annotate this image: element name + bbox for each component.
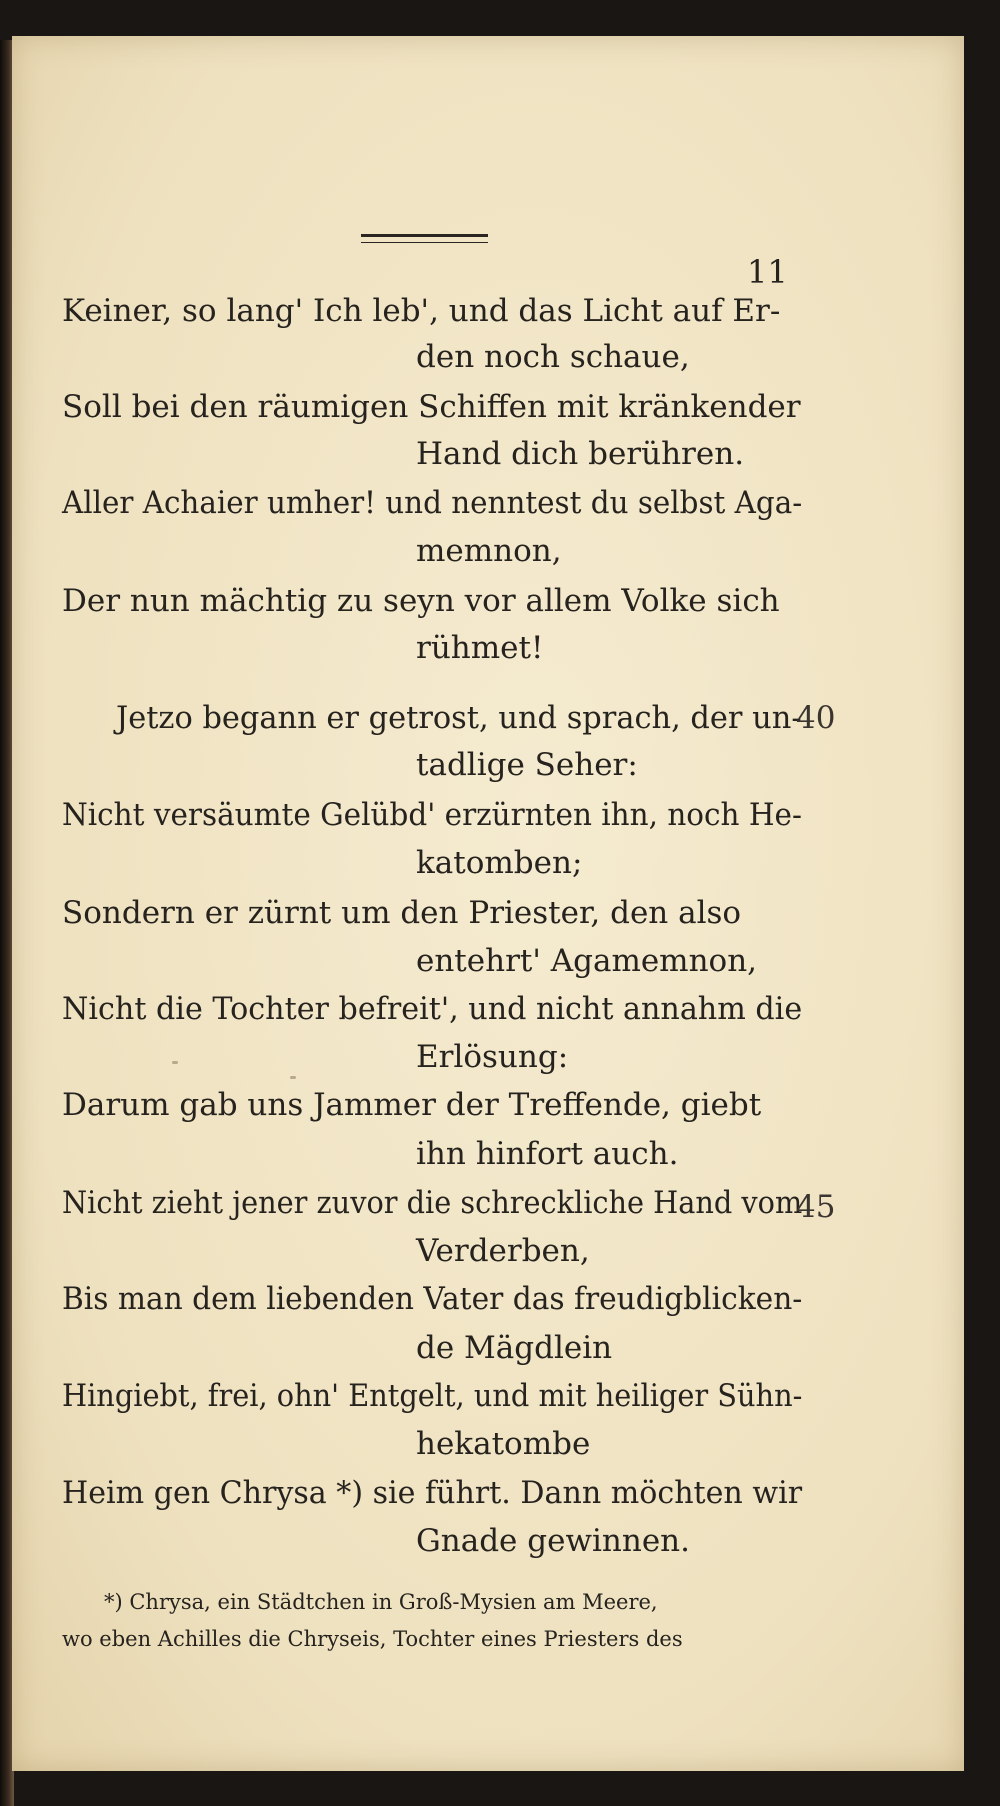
verse-line: entehrt' Agamemnon, [416, 943, 758, 979]
paper-speck [172, 1061, 178, 1064]
verse-line: Aller Achaier umher! und nenntest du selbst Aga- [62, 485, 803, 521]
verse-line: Keiner, so lang' Ich leb', und das Licht auf Er- [62, 293, 781, 329]
verse-line: Verderben, [416, 1233, 590, 1269]
verse-line: Darum gab uns Jammer der Treffende, giebt [62, 1087, 762, 1123]
verse-line: Heim gen Chrysa *) sie führt. Dann möchten wir [62, 1475, 803, 1511]
verse-line: Soll bei den räumigen Schiffen mit kränkender [62, 389, 801, 425]
verse-line: Der nun mächtig zu seyn vor allem Volke sich [62, 583, 780, 619]
footnote-line: *) Chrysa, ein Städtchen in Groß-Mysien am Meere, [104, 1590, 658, 1614]
verse-line: Nicht die Tochter befreit', und nicht annahm die [62, 991, 803, 1027]
verse-line: de Mägdlein [416, 1330, 613, 1366]
verse-line: hekatombe [416, 1426, 591, 1462]
verse-line: rühmet! [416, 630, 544, 666]
line-number-40: 40 [796, 700, 836, 736]
verse-line: Nicht versäumte Gelübd' erzürnten ihn, noch He- [62, 797, 802, 833]
verse-line: Bis man dem liebenden Vater das freudigblicken- [62, 1281, 803, 1317]
page-number: 11 [747, 253, 788, 291]
verse-line: den noch schaue, [416, 339, 690, 375]
verse-line: katomben; [416, 845, 583, 881]
verse-line: memnon, [416, 533, 562, 569]
verse-line: Nicht zieht jener zuvor die schreckliche Hand vom [62, 1185, 803, 1221]
verse-line: Hingiebt, frei, ohn' Entgelt, und mit heiliger Sühn- [62, 1378, 803, 1414]
paper-speck [290, 1076, 296, 1079]
verse-line: Hand dich berühren. [416, 436, 745, 472]
verse-line: Sondern er zürnt um den Priester, den also [62, 895, 742, 931]
verse-line: Gnade gewinnen. [416, 1523, 690, 1559]
footnote-line: wo eben Achilles die Chryseis, Tochter eines Priesters des [62, 1627, 683, 1651]
header-rule [361, 234, 488, 243]
verse-line: Jetzo begann er getrost, und sprach, der un- [116, 700, 802, 736]
verse-line: Erlösung: [416, 1039, 569, 1075]
book-page [12, 36, 964, 1771]
verse-line: ihn hinfort auch. [416, 1136, 679, 1172]
line-number-45: 45 [796, 1189, 836, 1225]
verse-line: tadlige Seher: [416, 747, 638, 783]
